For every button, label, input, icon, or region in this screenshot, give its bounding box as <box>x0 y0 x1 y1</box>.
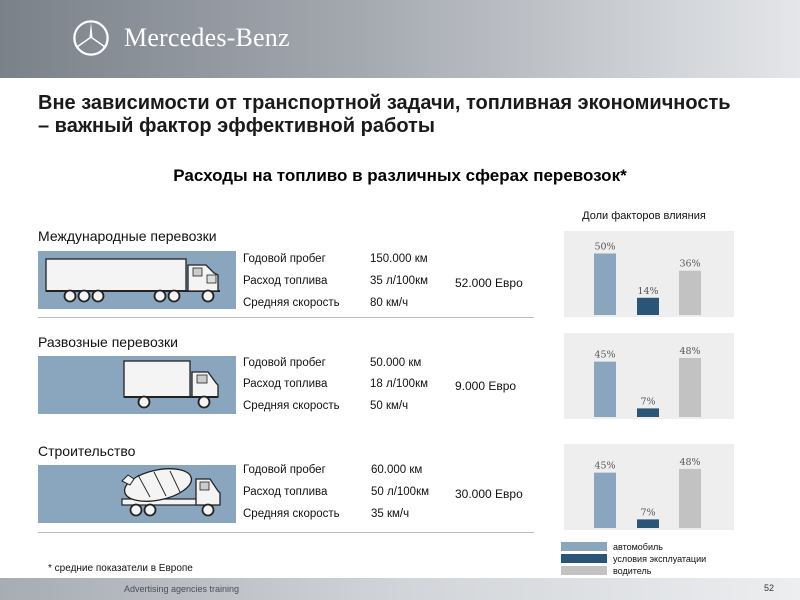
legend-item <box>561 553 706 564</box>
section-divider <box>38 317 534 318</box>
footer-bar <box>0 578 800 600</box>
brand-name: Mercedes-Benz <box>124 23 290 52</box>
section-title-delivery: Развозные перевозки <box>38 334 178 350</box>
cost-value: 9.000 Евро <box>455 379 517 393</box>
stat-label: Средняя скорость <box>243 297 340 309</box>
factor-bar <box>637 298 659 315</box>
stat-value: 18 л/100км <box>370 378 429 390</box>
section-title-construction: Строительство <box>38 443 136 459</box>
factor-bar <box>594 473 616 528</box>
stat-value: 50 км/ч <box>370 400 409 412</box>
page-title: Вне зависимости от транспортной задачи, топливная экономичность – важный фактор эффективной работы <box>38 92 731 137</box>
page-number: 52 <box>764 583 775 593</box>
factor-bar <box>679 469 701 528</box>
bar-value-label: 45% <box>594 460 616 472</box>
legend-label: условия эксплуатации <box>613 553 707 564</box>
legend-item <box>561 541 706 552</box>
legend-label: водитель <box>613 565 652 576</box>
factor-bar <box>594 362 616 417</box>
bar-value-label: 7% <box>640 396 656 408</box>
legend-swatch <box>561 566 607 575</box>
stat-value: 150.000 км <box>370 253 428 265</box>
factor-bar <box>679 358 701 417</box>
stat-value: 60.000 км <box>371 464 423 476</box>
section-divider <box>38 532 534 533</box>
mercedes-star-icon <box>72 19 110 57</box>
stat-label: Расход топлива <box>243 378 328 390</box>
bar-value-label: 45% <box>594 349 616 361</box>
truck-image-delivery <box>38 356 236 414</box>
chart-svg <box>564 444 734 530</box>
factor-bar <box>679 271 701 315</box>
bar-value-label: 48% <box>679 456 701 468</box>
legend-swatch <box>561 554 607 563</box>
legend-swatch <box>561 542 607 551</box>
semi-truck-icon <box>38 251 236 309</box>
bar-value-label: 7% <box>640 507 656 519</box>
footer-text: Advertising agencies training <box>124 584 240 594</box>
stat-label: Средняя скорость <box>243 400 340 412</box>
footnote: * средние показатели в Европе <box>48 563 193 574</box>
stat-value: 35 л/100км <box>370 275 429 287</box>
stat-value: 50 л/100км <box>371 486 430 498</box>
stat-value: 50.000 км <box>370 357 422 369</box>
stat-label: Годовой пробег <box>243 464 326 476</box>
factors-caption: Доли факторов влияния <box>582 210 706 222</box>
stat-label: Средняя скорость <box>243 508 340 520</box>
factor-chart-construction <box>564 444 734 530</box>
factor-chart-delivery <box>564 333 734 419</box>
bar-value-label: 14% <box>637 285 659 297</box>
concrete-mixer-truck-icon <box>38 465 236 523</box>
legend-label: автомобиль <box>613 541 663 552</box>
factor-bar <box>637 408 659 417</box>
delivery-truck-icon <box>38 356 236 414</box>
legend-item <box>561 565 706 576</box>
stat-label: Расход топлива <box>243 275 328 287</box>
cost-value: 30.000 Евро <box>455 487 523 501</box>
bar-value-label: 50% <box>594 241 616 253</box>
page-subtitle: Расходы на топливо в различных сферах перевозок* <box>173 166 627 185</box>
cost-value: 52.000 Евро <box>455 276 523 290</box>
bar-value-label: 48% <box>679 345 701 357</box>
factor-bar <box>637 519 659 528</box>
chart-svg <box>564 231 734 317</box>
factor-chart-international <box>564 231 734 317</box>
section-title-international: Международные перевозки <box>38 228 217 244</box>
truck-image-international <box>38 251 236 309</box>
chart-svg <box>564 333 734 419</box>
stat-value: 35 км/ч <box>371 508 410 520</box>
truck-image-construction <box>38 465 236 523</box>
header-bar <box>0 0 800 78</box>
stat-label: Расход топлива <box>243 486 328 498</box>
stat-label: Годовой пробег <box>243 357 326 369</box>
chart-legend <box>561 541 706 577</box>
stat-value: 80 км/ч <box>370 297 409 309</box>
stat-label: Годовой пробег <box>243 253 326 265</box>
factor-bar <box>594 254 616 316</box>
bar-value-label: 36% <box>679 258 701 270</box>
